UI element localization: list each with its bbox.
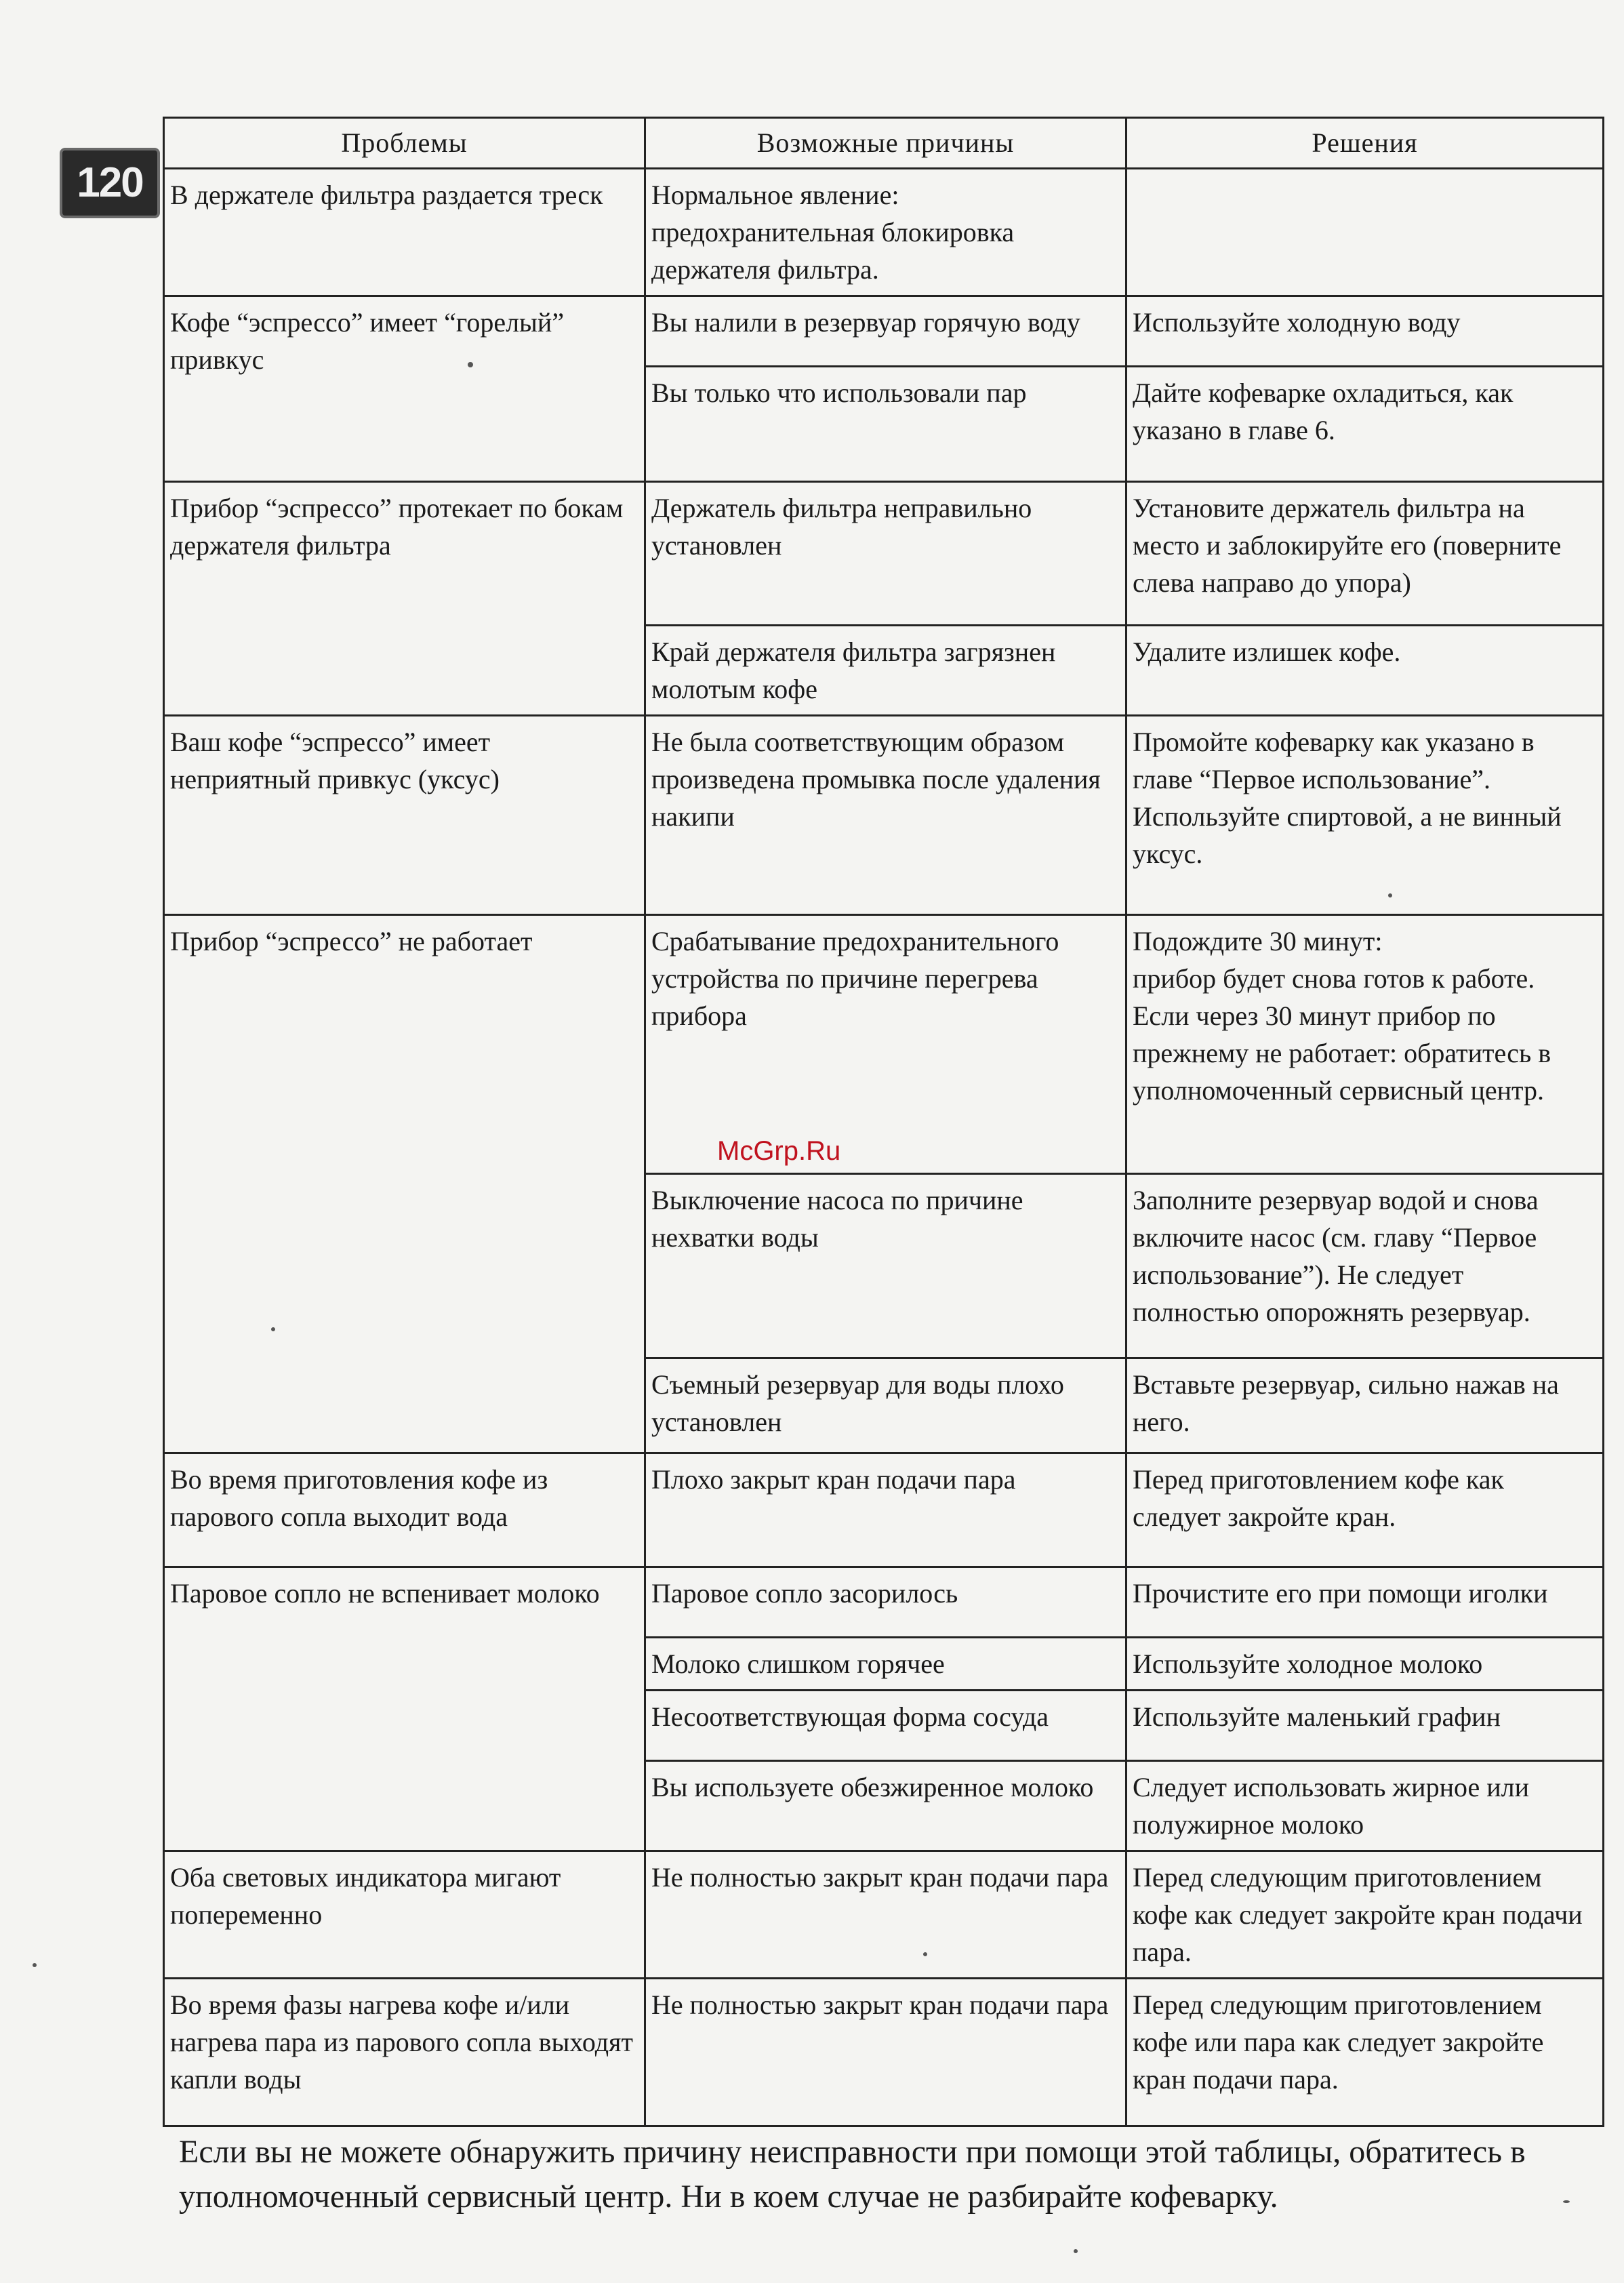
- scan-speck: [271, 1327, 275, 1331]
- scan-speck: [1563, 2200, 1570, 2203]
- solution-cell: Вставьте резервуар, сильно нажав на него.: [1126, 1358, 1604, 1453]
- solution-cell: Установите держатель фильтра на место и заблокируйте его (поверните слева направо до упора): [1126, 482, 1604, 626]
- table-row: [164, 169, 1604, 296]
- solution-cell: Удалите излишек кофе.: [1126, 626, 1604, 716]
- solution-cell: Перед приготовлением кофе как следует закройте кран.: [1126, 1453, 1604, 1567]
- problem-cell: Оба световых индикатора мигают попеременно: [164, 1851, 645, 1979]
- cause-cell: Съемный резервуар для воды плохо установлен: [645, 1358, 1126, 1453]
- troubleshooting-table: [163, 117, 1604, 2127]
- table-row: [164, 1567, 1604, 1638]
- problem-cell: Ваш кофе “эспрессо” имеет неприятный привкус (уксус): [164, 716, 645, 915]
- table-row: [164, 296, 1604, 367]
- table-row: [164, 716, 1604, 915]
- header-solutions: Решения: [1126, 118, 1604, 169]
- problem-cell: Во время приготовления кофе из парового сопла выходит вода: [164, 1453, 645, 1567]
- scan-speck: [1388, 893, 1392, 897]
- cause-cell: Паровое сопло засорилось: [645, 1567, 1126, 1638]
- solution-cell: Используйте маленький графин: [1126, 1691, 1604, 1761]
- cause-cell: Плохо закрыт кран подачи пара: [645, 1453, 1126, 1567]
- problem-cell: Паровое сопло не вспенивает молоко: [164, 1567, 645, 1851]
- cause-cell: Нормальное явление: предохранительная блокировка держателя фильтра.: [645, 169, 1126, 296]
- cause-cell: Не полностью закрыт кран подачи пара: [645, 1851, 1126, 1979]
- solution-cell: Заполните резервуар водой и снова включите насос (см. главу “Первое использование”). Не следует полностью опорожнять резервуар.: [1126, 1174, 1604, 1358]
- table-row: [164, 1851, 1604, 1979]
- problem-cell: Во время фазы нагрева кофе и/или нагрева пара из парового сопла выходят капли воды: [164, 1979, 645, 2126]
- cause-cell: Край держателя фильтра загрязнен молотым кофе: [645, 626, 1126, 716]
- solution-cell: Перед следующим приготовлением кофе как следует закройте кран подачи пара.: [1126, 1851, 1604, 1979]
- scan-speck: [468, 362, 473, 367]
- table-row: [164, 482, 1604, 626]
- solution-cell: Перед следующим приготовлением кофе или пара как следует закройте кран подачи пара.: [1126, 1979, 1604, 2126]
- solution-cell: Используйте холодное молоко: [1126, 1638, 1604, 1691]
- header-problems: Проблемы: [164, 118, 645, 169]
- cause-cell: Несоответствующая форма сосуда: [645, 1691, 1126, 1761]
- cause-cell: Срабатывание предохранительного устройства по причине перегрева прибора: [645, 915, 1126, 1174]
- solution-cell: Прочистите его при помощи иголки: [1126, 1567, 1604, 1638]
- page-number-badge: 120: [62, 150, 157, 216]
- cause-cell: Вы налили в резервуар горячую воду: [645, 296, 1126, 367]
- cause-cell: Выключение насоса по причине нехватки воды: [645, 1174, 1126, 1358]
- solution-cell: Промойте кофеварку как указано в главе “Первое использование”. Используйте спиртовой, а не винный уксус.: [1126, 716, 1604, 915]
- table-row: [164, 1453, 1604, 1567]
- cause-cell: Не была соответствующим образом произведена промывка после удаления накипи: [645, 716, 1126, 915]
- scan-speck: [923, 1952, 927, 1956]
- cause-cell: Вы только что использовали пар: [645, 367, 1126, 482]
- scan-speck: [1074, 2249, 1078, 2253]
- watermark: McGrp.Ru: [717, 1136, 841, 1166]
- solution-cell: Подождите 30 минут: прибор будет снова готов к работе. Если через 30 минут прибор по прежнему не работает: обратитесь в уполномоченный сервисный центр.: [1126, 915, 1604, 1174]
- cause-cell: Не полностью закрыт кран подачи пара: [645, 1979, 1126, 2126]
- cause-cell: Молоко слишком горячее: [645, 1638, 1126, 1691]
- solution-cell: Следует использовать жирное или полужирное молоко: [1126, 1761, 1604, 1851]
- header-causes: Возможные причины: [645, 118, 1126, 169]
- problem-cell: Кофе “эспрессо” имеет “горелый” привкус: [164, 296, 645, 482]
- solution-cell: Используйте холодную воду: [1126, 296, 1604, 367]
- scan-speck: [33, 1963, 37, 1967]
- solution-cell: Дайте кофеварке охладиться, как указано в главе 6.: [1126, 367, 1604, 482]
- problem-cell: Прибор “эспрессо” протекает по бокам держателя фильтра: [164, 482, 645, 716]
- footer-note: Если вы не можете обнаружить причину неисправности при помощи этой таблицы, обратитесь в уполномоченный сервисный центр. Ни в коем случае не разбирайте кофеварку.: [179, 2134, 1526, 2215]
- cause-cell: Держатель фильтра неправильно установлен: [645, 482, 1126, 626]
- table-row: [164, 1979, 1604, 2126]
- problem-cell: В держателе фильтра раздается треск: [164, 169, 645, 296]
- problem-cell: Прибор “эспрессо” не работает: [164, 915, 645, 1453]
- cause-cell: Вы используете обезжиренное молоко: [645, 1761, 1126, 1851]
- solution-cell: [1126, 169, 1604, 296]
- table-header-row: [164, 118, 1604, 169]
- table-row: [164, 915, 1604, 1174]
